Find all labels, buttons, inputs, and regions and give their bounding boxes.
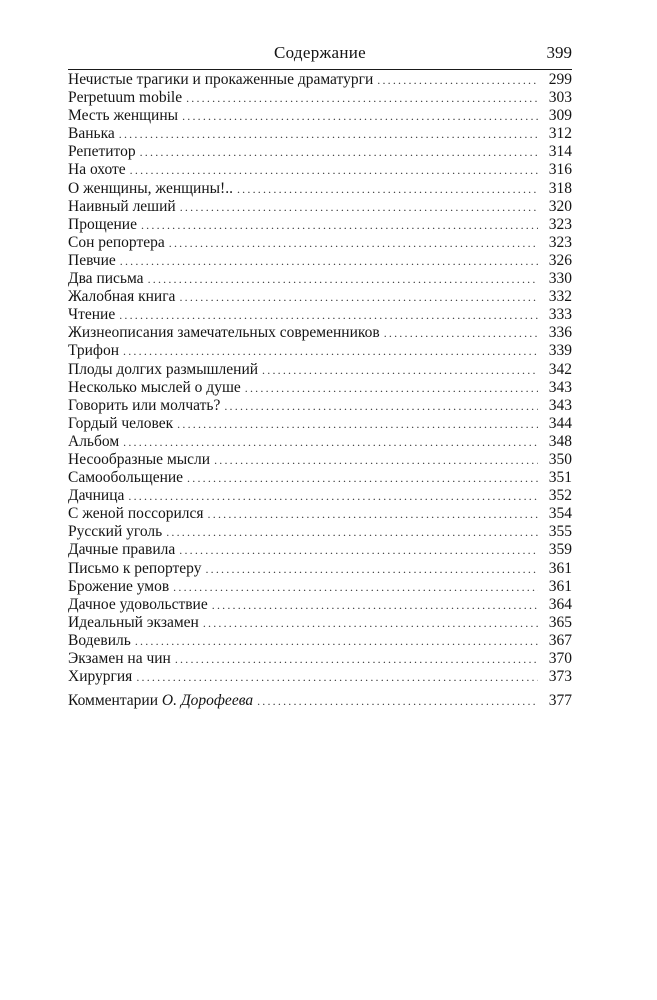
toc-entry[interactable] bbox=[68, 252, 572, 270]
toc-entry-page: 361 bbox=[548, 559, 572, 577]
dot-leader bbox=[136, 668, 538, 686]
dot-leader bbox=[262, 361, 538, 379]
toc-entry-title: Прощение bbox=[68, 215, 137, 233]
toc-entry-page: 350 bbox=[548, 450, 572, 468]
toc-entry[interactable] bbox=[68, 324, 572, 342]
dot-leader bbox=[128, 487, 538, 505]
toc-entry[interactable] bbox=[68, 89, 572, 107]
toc-entry-title: Плоды долгих размышлений bbox=[68, 360, 259, 378]
toc-entry-title: Сон репортера bbox=[68, 233, 165, 251]
toc-entry[interactable] bbox=[68, 143, 572, 161]
dot-leader bbox=[245, 379, 538, 397]
toc-entry-page: 359 bbox=[548, 541, 572, 559]
toc-entry-page: 373 bbox=[548, 668, 572, 686]
toc-entry-title: Жалобная книга bbox=[68, 288, 176, 306]
running-head bbox=[68, 40, 572, 66]
dot-leader bbox=[169, 234, 538, 252]
dot-leader bbox=[141, 216, 538, 234]
dot-leader bbox=[203, 614, 538, 632]
toc-entry-page: 342 bbox=[548, 360, 572, 378]
table-of-contents bbox=[68, 71, 572, 710]
toc-entry-page: 365 bbox=[548, 613, 572, 631]
toc-entry-page: 303 bbox=[548, 89, 572, 107]
dot-leader bbox=[119, 306, 538, 324]
toc-entry[interactable] bbox=[68, 632, 572, 650]
toc-entry[interactable] bbox=[68, 234, 572, 252]
dot-leader bbox=[205, 560, 538, 578]
dot-leader bbox=[212, 596, 538, 614]
dot-leader bbox=[179, 288, 538, 306]
dot-leader bbox=[175, 650, 538, 668]
toc-entry[interactable] bbox=[68, 306, 572, 324]
toc-entry-page: 318 bbox=[548, 179, 572, 197]
toc-entry-title bbox=[68, 692, 253, 710]
toc-entry-page: 355 bbox=[548, 523, 572, 541]
dot-leader bbox=[135, 632, 538, 650]
toc-entry-page: 299 bbox=[548, 71, 572, 88]
toc-entry-title: Русский уголь bbox=[68, 523, 163, 541]
dot-leader bbox=[224, 397, 538, 415]
dot-leader bbox=[179, 541, 538, 559]
dot-leader bbox=[384, 324, 538, 342]
dot-leader bbox=[208, 505, 538, 523]
toc-entry-title: Идеальный экзамен bbox=[68, 613, 199, 631]
toc-entry[interactable] bbox=[68, 433, 572, 451]
toc-entry-page: 370 bbox=[548, 650, 572, 667]
dot-leader bbox=[186, 89, 538, 107]
toc-entry-title: О женщины, женщины!.. bbox=[68, 179, 233, 197]
toc-entry-page: 336 bbox=[548, 324, 572, 342]
toc-entry-page: 367 bbox=[548, 631, 572, 649]
dot-leader bbox=[130, 161, 538, 179]
toc-entry-page: 339 bbox=[548, 342, 572, 360]
toc-entry[interactable] bbox=[68, 107, 572, 125]
dot-leader bbox=[177, 415, 538, 433]
toc-entry-page: 351 bbox=[548, 469, 572, 487]
toc-entry-page: 330 bbox=[548, 270, 572, 288]
book-page bbox=[68, 40, 572, 710]
toc-entry-title: Экзамен на чин bbox=[68, 650, 171, 667]
toc-entry-commentary[interactable] bbox=[68, 692, 572, 710]
toc-entry-title: Гордый человек bbox=[68, 414, 174, 432]
toc-entry[interactable] bbox=[68, 541, 572, 559]
running-title: Содержание bbox=[273, 43, 367, 62]
toc-entry[interactable] bbox=[68, 578, 572, 596]
toc-entry-title: Говорить или молчать? bbox=[68, 396, 221, 414]
dot-leader bbox=[148, 270, 538, 288]
dot-leader bbox=[182, 107, 538, 125]
toc-entry[interactable] bbox=[68, 288, 572, 306]
toc-entry[interactable] bbox=[68, 469, 572, 487]
toc-entry[interactable] bbox=[68, 560, 572, 578]
toc-entry-title: На охоте bbox=[68, 161, 126, 179]
toc-entry-title: Водевиль bbox=[68, 631, 131, 649]
dot-leader bbox=[120, 252, 538, 270]
toc-entry-page: 333 bbox=[548, 306, 572, 324]
toc-entry[interactable] bbox=[68, 523, 572, 541]
toc-entry[interactable] bbox=[68, 161, 572, 179]
toc-entry[interactable] bbox=[68, 505, 572, 523]
dot-leader bbox=[123, 433, 538, 451]
toc-entry[interactable] bbox=[68, 487, 572, 505]
toc-entry-page: 343 bbox=[548, 396, 572, 414]
toc-entry-title: Наивный леший bbox=[68, 197, 176, 215]
toc-entry-page: 344 bbox=[548, 414, 572, 432]
toc-entry-title: Самообольщение bbox=[68, 469, 184, 487]
toc-entry-page: 326 bbox=[548, 251, 572, 269]
dot-leader bbox=[214, 451, 538, 469]
toc-entry-title: Хирургия bbox=[68, 668, 133, 686]
toc-entry-page: 377 bbox=[548, 692, 572, 710]
toc-entry-page: 364 bbox=[548, 595, 572, 613]
toc-entry-title: Репетитор bbox=[68, 143, 136, 161]
toc-entry-page: 312 bbox=[548, 125, 572, 143]
toc-entry[interactable] bbox=[68, 216, 572, 234]
dot-leader bbox=[377, 71, 538, 89]
dot-leader bbox=[173, 578, 538, 596]
toc-entry-title: Чтение bbox=[68, 306, 116, 324]
toc-entry[interactable] bbox=[68, 397, 572, 415]
toc-entry[interactable] bbox=[68, 614, 572, 632]
dot-leader bbox=[119, 125, 538, 143]
dot-leader bbox=[187, 469, 538, 487]
toc-entry-title: Несколько мыслей о душе bbox=[68, 378, 241, 396]
toc-entry-page: 354 bbox=[548, 505, 572, 523]
toc-entry[interactable] bbox=[68, 415, 572, 433]
toc-entry-title: Письмо к репортеру bbox=[68, 559, 202, 577]
toc-entry-title: Ванька bbox=[68, 125, 115, 143]
toc-entry[interactable] bbox=[68, 668, 572, 686]
toc-entry[interactable] bbox=[68, 198, 572, 216]
toc-entry-page: 343 bbox=[548, 378, 572, 396]
toc-entry-title: Два письма bbox=[68, 270, 144, 288]
toc-entry[interactable] bbox=[68, 342, 572, 360]
commentary-label: Комментарии bbox=[68, 692, 158, 710]
toc-entry-page: 361 bbox=[548, 577, 572, 595]
toc-entry-title: Трифон bbox=[68, 342, 120, 360]
toc-entry-title: Нечистые трагики и прокаженные драматурги bbox=[68, 71, 374, 88]
toc-entry-page: 323 bbox=[548, 215, 572, 233]
toc-entry-title: Альбом bbox=[68, 432, 120, 450]
dot-leader bbox=[257, 692, 538, 710]
toc-entry-title: Брожение умов bbox=[68, 577, 170, 595]
toc-entry-title: Несообразные мысли bbox=[68, 450, 211, 468]
toc-entry-title: С женой поссорился bbox=[68, 505, 204, 523]
toc-entry[interactable] bbox=[68, 451, 572, 469]
dot-leader bbox=[180, 198, 538, 216]
header-rule bbox=[68, 69, 572, 70]
toc-entry-page: 309 bbox=[548, 107, 572, 125]
toc-entry-page: 314 bbox=[548, 143, 572, 161]
toc-entry-title: Дачница bbox=[68, 487, 125, 505]
toc-entry-page: 320 bbox=[548, 197, 572, 215]
dot-leader bbox=[123, 342, 538, 360]
dot-leader bbox=[237, 180, 538, 198]
toc-entry-page: 323 bbox=[548, 233, 572, 251]
toc-entry-page: 352 bbox=[548, 487, 572, 505]
toc-entry-title: Дачные правила bbox=[68, 541, 176, 559]
toc-entry-page: 332 bbox=[548, 288, 572, 306]
dot-leader bbox=[166, 523, 538, 541]
toc-entry-title: Perpetuum mobile bbox=[68, 89, 183, 107]
folio-page-number: 399 bbox=[546, 43, 572, 62]
toc-entry-title: Жизнеописания замечательных современников bbox=[68, 324, 380, 342]
toc-entry[interactable] bbox=[68, 270, 572, 288]
toc-entry[interactable] bbox=[68, 650, 572, 668]
toc-entry-page: 316 bbox=[548, 161, 572, 179]
toc-entry-page: 348 bbox=[548, 432, 572, 450]
toc-entry-title: Месть женщины bbox=[68, 107, 179, 125]
commentary-author: О. Дорофеева bbox=[161, 692, 254, 710]
toc-entry[interactable] bbox=[68, 379, 572, 397]
toc-entry[interactable] bbox=[68, 180, 572, 198]
dot-leader bbox=[140, 143, 538, 161]
toc-entry-title: Певчие bbox=[68, 251, 116, 269]
toc-entry[interactable] bbox=[68, 361, 572, 379]
toc-entry-title: Дачное удовольствие bbox=[68, 595, 208, 613]
toc-entry[interactable] bbox=[68, 596, 572, 614]
toc-entry[interactable] bbox=[68, 125, 572, 143]
toc-entry[interactable] bbox=[68, 71, 572, 89]
